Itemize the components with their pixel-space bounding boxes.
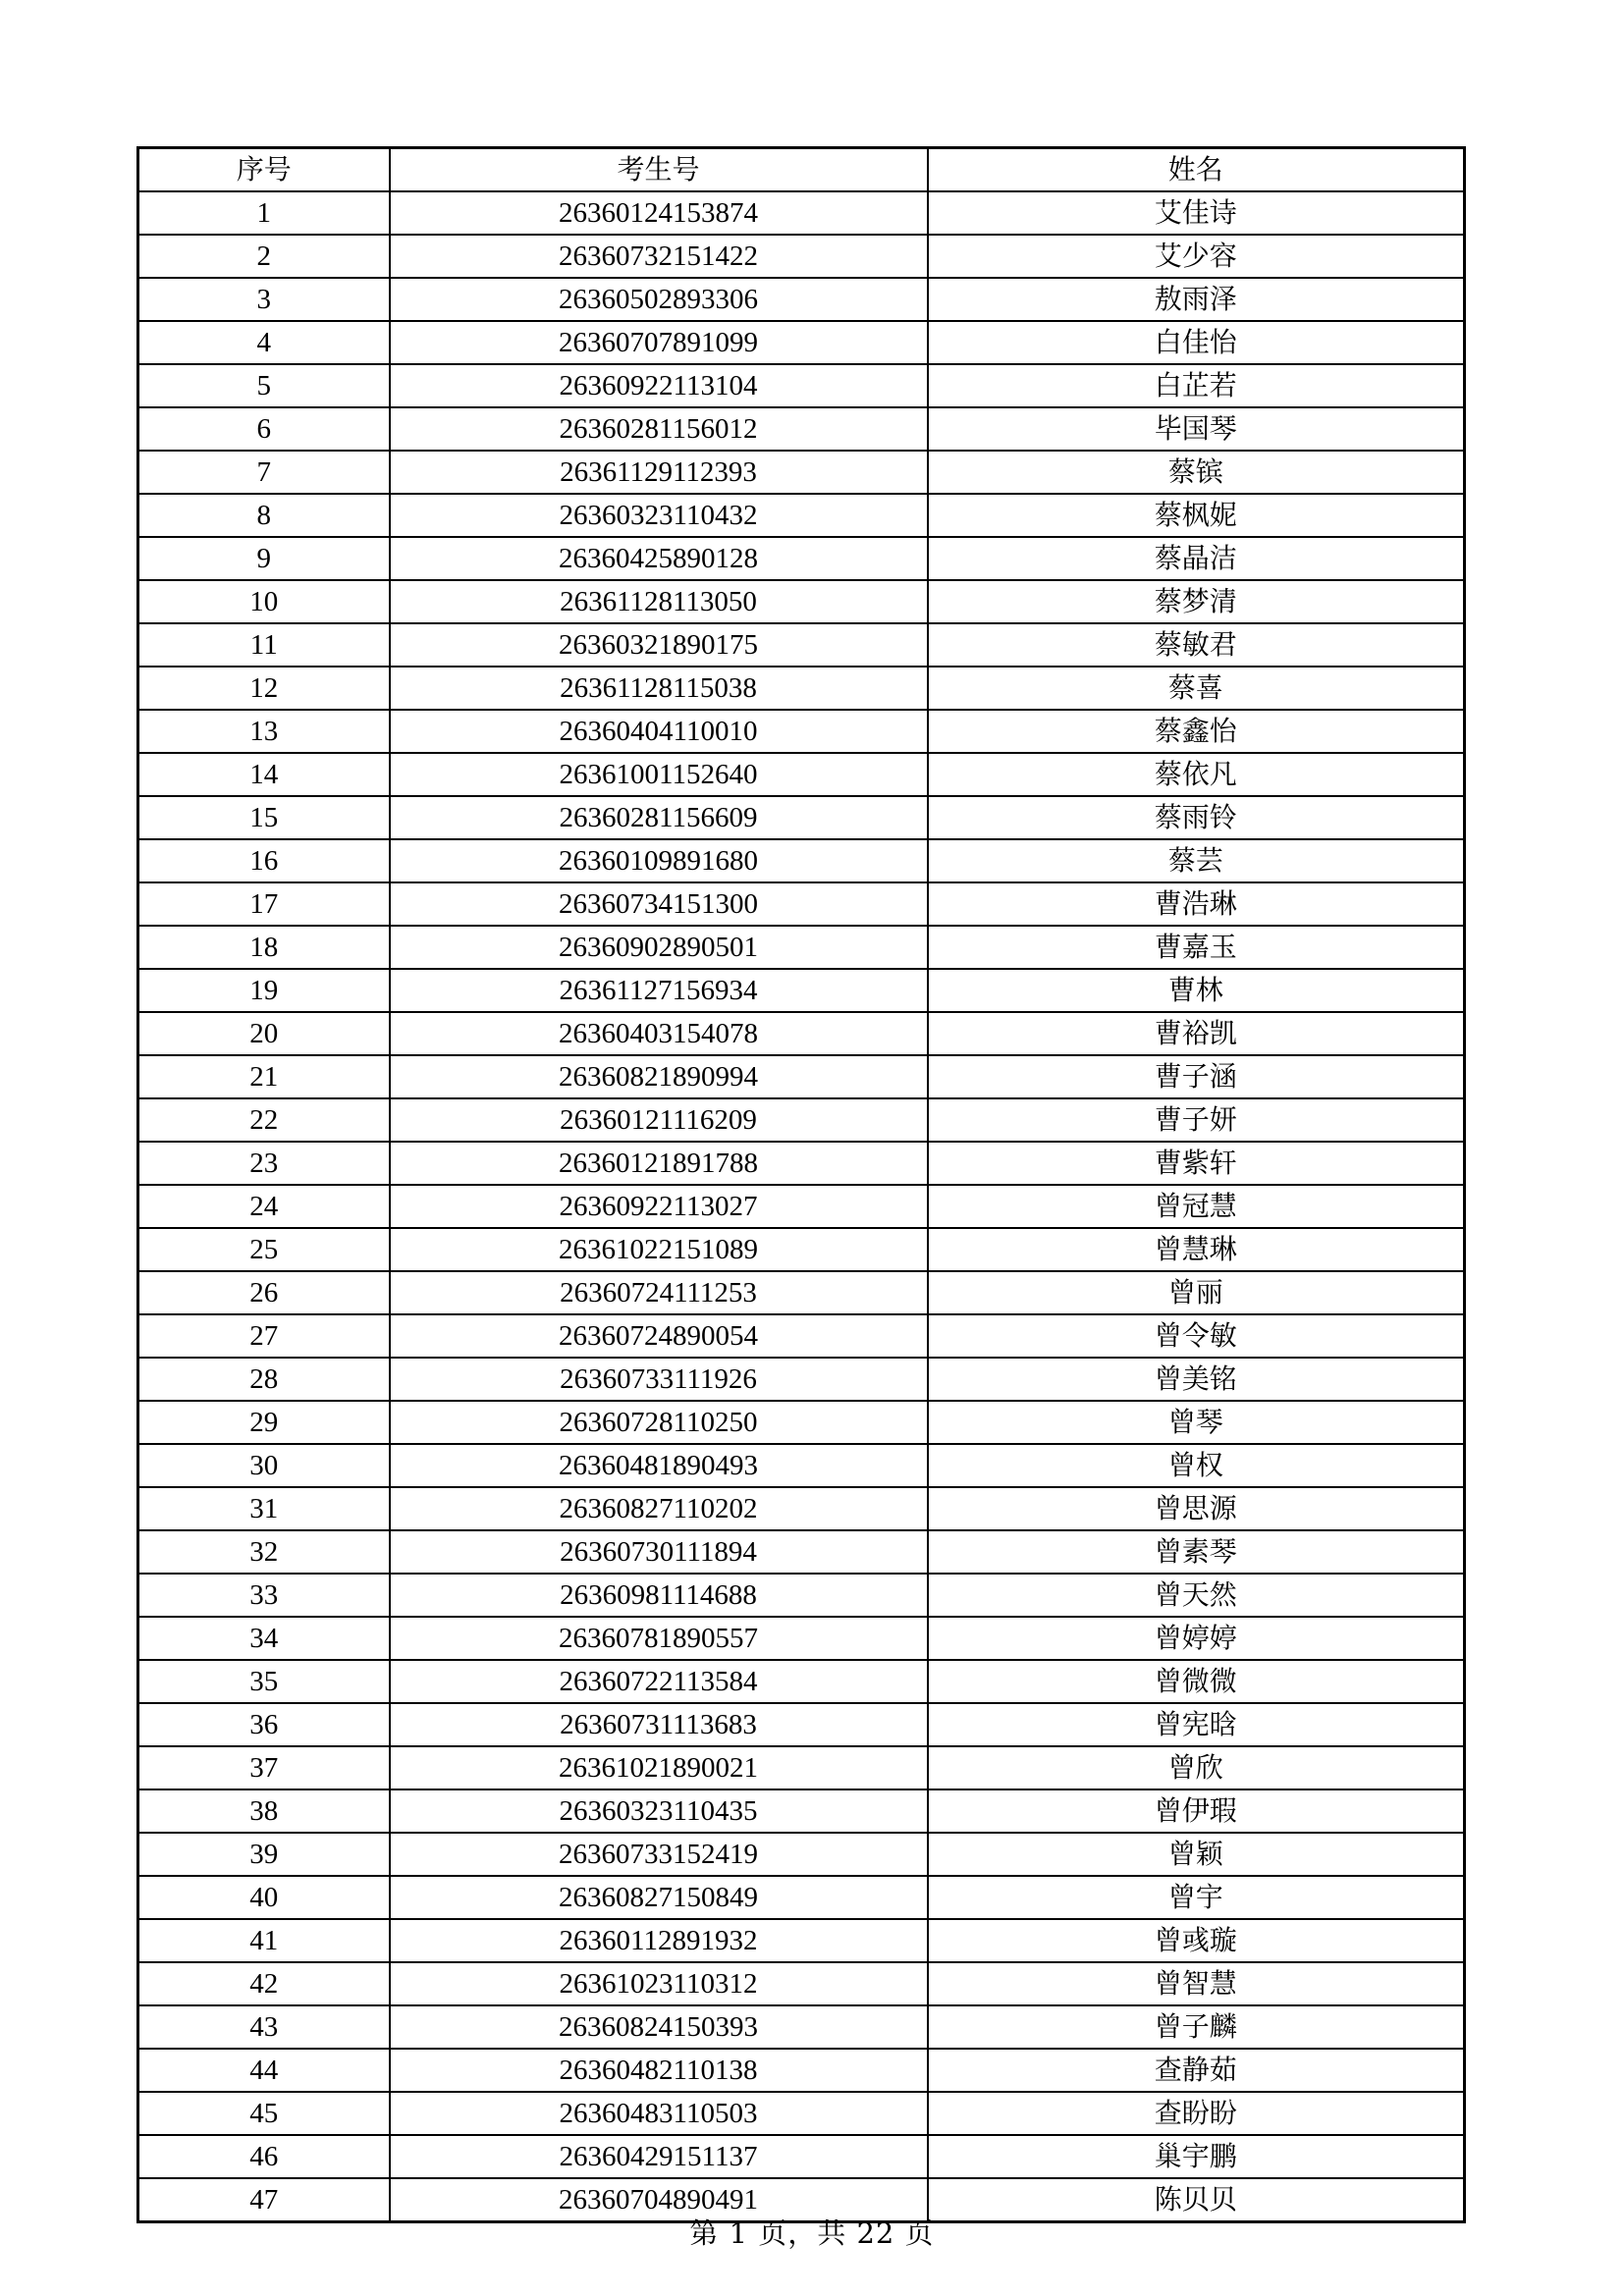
cell-name: 曹裕凯 [928,1012,1465,1055]
table-row [138,667,1465,710]
table-row [138,710,1465,753]
cell-index: 27 [138,1314,390,1358]
table-row [138,623,1465,667]
cell-name: 曾欣 [928,1746,1465,1789]
table-row [138,926,1465,969]
table-row [138,1962,1465,2005]
cell-candidate-id: 26360821890994 [390,1055,928,1098]
cell-name: 艾少容 [928,235,1465,278]
cell-index: 24 [138,1185,390,1228]
cell-index: 26 [138,1271,390,1314]
cell-candidate-id: 26361127156934 [390,969,928,1012]
cell-candidate-id: 26360707891099 [390,321,928,364]
cell-index: 2 [138,235,390,278]
cell-index: 43 [138,2005,390,2049]
cell-index: 13 [138,710,390,753]
cell-candidate-id: 26360112891932 [390,1919,928,1962]
table-row [138,1098,1465,1142]
table-row [138,796,1465,839]
cell-candidate-id: 26360323110432 [390,494,928,537]
table-row [138,1574,1465,1617]
cell-candidate-id: 26360922113104 [390,364,928,407]
table-row [138,537,1465,580]
cell-index: 46 [138,2135,390,2178]
cell-index: 18 [138,926,390,969]
table-row [138,1876,1465,1919]
cell-name: 艾佳诗 [928,191,1465,235]
table-row [138,2135,1465,2178]
cell-name: 白芷若 [928,364,1465,407]
cell-index: 29 [138,1401,390,1444]
table-row [138,1919,1465,1962]
cell-name: 蔡依凡 [928,753,1465,796]
cell-index: 40 [138,1876,390,1919]
cell-candidate-id: 26360733152419 [390,1833,928,1876]
table-row [138,1617,1465,1660]
cell-name: 蔡梦清 [928,580,1465,623]
cell-candidate-id: 26360728110250 [390,1401,928,1444]
cell-name: 曹紫轩 [928,1142,1465,1185]
table-row [138,580,1465,623]
table-header [138,148,1465,192]
table-row [138,1660,1465,1703]
cell-candidate-id: 26361129112393 [390,451,928,494]
cell-name: 曾智慧 [928,1962,1465,2005]
cell-index: 32 [138,1530,390,1574]
cell-index: 23 [138,1142,390,1185]
column-header-index: 序号 [138,148,390,192]
cell-index: 35 [138,1660,390,1703]
table-row [138,1789,1465,1833]
table-row [138,1142,1465,1185]
cell-name: 曾伊瑕 [928,1789,1465,1833]
cell-candidate-id: 26361021890021 [390,1746,928,1789]
table-row [138,321,1465,364]
cell-name: 敖雨泽 [928,278,1465,321]
cell-candidate-id: 26360323110435 [390,1789,928,1833]
cell-index: 38 [138,1789,390,1833]
cell-index: 39 [138,1833,390,1876]
cell-name: 曾丽 [928,1271,1465,1314]
table-row [138,278,1465,321]
header-row [138,148,1465,192]
cell-candidate-id: 26360121891788 [390,1142,928,1185]
table-row [138,969,1465,1012]
cell-candidate-id: 26360425890128 [390,537,928,580]
table-row [138,1271,1465,1314]
cell-index: 8 [138,494,390,537]
table-row [138,1055,1465,1098]
cell-candidate-id: 26360481890493 [390,1444,928,1487]
table-row [138,753,1465,796]
cell-candidate-id: 26360827110202 [390,1487,928,1530]
cell-index: 34 [138,1617,390,1660]
cell-name: 蔡敏君 [928,623,1465,667]
table-row [138,1314,1465,1358]
cell-candidate-id: 26360902890501 [390,926,928,969]
cell-name: 曹子妍 [928,1098,1465,1142]
cell-index: 14 [138,753,390,796]
cell-candidate-id: 26361022151089 [390,1228,928,1271]
cell-name: 曾权 [928,1444,1465,1487]
cell-index: 20 [138,1012,390,1055]
cell-name: 查盼盼 [928,2092,1465,2135]
table-row [138,1746,1465,1789]
cell-name: 曹浩琳 [928,882,1465,926]
cell-index: 41 [138,1919,390,1962]
cell-candidate-id: 26360922113027 [390,1185,928,1228]
table-row [138,1444,1465,1487]
cell-candidate-id: 26360724890054 [390,1314,928,1358]
cell-candidate-id: 26360429151137 [390,2135,928,2178]
cell-index: 25 [138,1228,390,1271]
table-row [138,191,1465,235]
cell-name: 曾宪晗 [928,1703,1465,1746]
cell-name: 曾琴 [928,1401,1465,1444]
cell-index: 16 [138,839,390,882]
table-row [138,1185,1465,1228]
cell-name: 蔡枫妮 [928,494,1465,537]
table-row [138,2005,1465,2049]
table-row [138,1530,1465,1574]
table-row [138,1703,1465,1746]
cell-name: 曹林 [928,969,1465,1012]
table-row [138,451,1465,494]
cell-index: 47 [138,2178,390,2222]
cell-name: 白佳怡 [928,321,1465,364]
cell-index: 33 [138,1574,390,1617]
cell-candidate-id: 26360781890557 [390,1617,928,1660]
cell-name: 曾颖 [928,1833,1465,1876]
cell-index: 12 [138,667,390,710]
cell-candidate-id: 26360827150849 [390,1876,928,1919]
table-row [138,1012,1465,1055]
table-row [138,1487,1465,1530]
cell-candidate-id: 26360281156012 [390,407,928,451]
cell-name: 陈贝贝 [928,2178,1465,2222]
cell-name: 曾子麟 [928,2005,1465,2049]
table-body [138,191,1465,2222]
cell-name: 蔡镔 [928,451,1465,494]
table-row [138,1228,1465,1271]
cell-index: 17 [138,882,390,926]
table-row [138,1833,1465,1876]
cell-candidate-id: 26360730111894 [390,1530,928,1574]
cell-name: 蔡雨铃 [928,796,1465,839]
table-row [138,839,1465,882]
cell-candidate-id: 26360732151422 [390,235,928,278]
cell-name: 曾彧璇 [928,1919,1465,1962]
cell-index: 19 [138,969,390,1012]
cell-index: 10 [138,580,390,623]
table-row [138,1358,1465,1401]
cell-candidate-id: 26360482110138 [390,2049,928,2092]
cell-candidate-id: 26360403154078 [390,1012,928,1055]
cell-candidate-id: 26361023110312 [390,1962,928,2005]
cell-candidate-id: 26360121116209 [390,1098,928,1142]
cell-candidate-id: 26360981114688 [390,1574,928,1617]
cell-index: 6 [138,407,390,451]
cell-candidate-id: 26361128113050 [390,580,928,623]
cell-candidate-id: 26360734151300 [390,882,928,926]
table-row [138,364,1465,407]
cell-name: 蔡芸 [928,839,1465,882]
cell-index: 44 [138,2049,390,2092]
column-header-name: 姓名 [928,148,1465,192]
cell-candidate-id: 26361128115038 [390,667,928,710]
table-row [138,407,1465,451]
cell-index: 21 [138,1055,390,1098]
cell-name: 曾令敏 [928,1314,1465,1358]
cell-name: 蔡晶洁 [928,537,1465,580]
table-row [138,2092,1465,2135]
cell-candidate-id: 26360483110503 [390,2092,928,2135]
cell-index: 37 [138,1746,390,1789]
cell-candidate-id: 26360109891680 [390,839,928,882]
column-header-candidate-id: 考生号 [390,148,928,192]
cell-index: 45 [138,2092,390,2135]
cell-name: 曹嘉玉 [928,926,1465,969]
cell-candidate-id: 26360724111253 [390,1271,928,1314]
table-row [138,882,1465,926]
cell-name: 曾微微 [928,1660,1465,1703]
cell-index: 4 [138,321,390,364]
cell-index: 28 [138,1358,390,1401]
table-row [138,1401,1465,1444]
cell-index: 11 [138,623,390,667]
cell-candidate-id: 26361001152640 [390,753,928,796]
cell-name: 曾婷婷 [928,1617,1465,1660]
cell-name: 曾宇 [928,1876,1465,1919]
cell-candidate-id: 26360124153874 [390,191,928,235]
table-row [138,235,1465,278]
cell-candidate-id: 26360733111926 [390,1358,928,1401]
cell-index: 15 [138,796,390,839]
cell-name: 毕国琴 [928,407,1465,451]
cell-candidate-id: 26360502893306 [390,278,928,321]
candidate-table [136,146,1466,2223]
cell-index: 3 [138,278,390,321]
cell-name: 曹子涵 [928,1055,1465,1098]
cell-name: 蔡鑫怡 [928,710,1465,753]
cell-name: 曾冠慧 [928,1185,1465,1228]
cell-index: 7 [138,451,390,494]
cell-candidate-id: 26360704890491 [390,2178,928,2222]
table-row [138,2049,1465,2092]
cell-candidate-id: 26360824150393 [390,2005,928,2049]
cell-name: 曾慧琳 [928,1228,1465,1271]
page-footer: 第 1 页，共 22 页 [689,2216,935,2250]
cell-candidate-id: 26360722113584 [390,1660,928,1703]
cell-name: 曾天然 [928,1574,1465,1617]
cell-candidate-id: 26360731113683 [390,1703,928,1746]
cell-index: 30 [138,1444,390,1487]
cell-index: 1 [138,191,390,235]
cell-name: 查静茹 [928,2049,1465,2092]
cell-candidate-id: 26360281156609 [390,796,928,839]
cell-name: 巢宇鹏 [928,2135,1465,2178]
cell-index: 22 [138,1098,390,1142]
cell-index: 31 [138,1487,390,1530]
table-row [138,494,1465,537]
cell-index: 9 [138,537,390,580]
cell-index: 42 [138,1962,390,2005]
cell-index: 36 [138,1703,390,1746]
cell-index: 5 [138,364,390,407]
cell-name: 曾素琴 [928,1530,1465,1574]
cell-name: 蔡喜 [928,667,1465,710]
cell-candidate-id: 26360404110010 [390,710,928,753]
cell-candidate-id: 26360321890175 [390,623,928,667]
cell-name: 曾思源 [928,1487,1465,1530]
cell-name: 曾美铭 [928,1358,1465,1401]
